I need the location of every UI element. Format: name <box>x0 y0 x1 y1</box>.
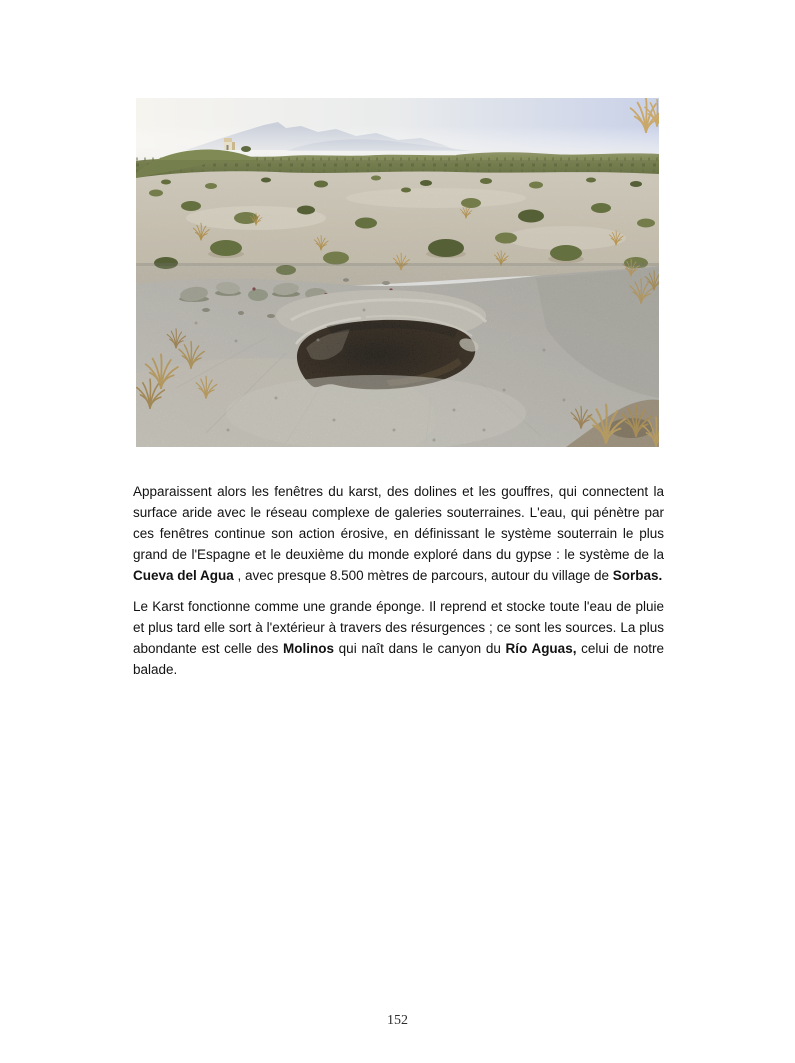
paragraph-karst-sponge <box>133 596 664 680</box>
texture-overlay <box>136 160 659 447</box>
body-text <box>133 481 664 690</box>
bold-molinos: Molinos <box>283 641 335 656</box>
paragraph-text: celui de notre balade. <box>133 641 664 677</box>
paragraph-text: qui naît dans le canyon du <box>334 641 506 656</box>
paragraph-text: Apparaissent alors les fenêtres du karst, des dolines et les gouffres, qui connectent la surface aride avec le réseau complexe de galeries souterraines. L'eau, qui pénètre par ces fenêtres continue son action érosive, en définissant le système souterrain le plus grand de l'Espagne et le deuxième du monde exploré dans du gypse : le système de la <box>133 484 664 562</box>
paragraph-text: Le Karst fonctionne comme une grande éponge. Il reprend et stocke toute l'eau de pluie et plus tard elle sort à l'extérieur à travers des résurgences ; ce sont les sources. La plus abondante est celle des <box>133 599 664 656</box>
bold-sorbas: Sorbas. <box>612 568 663 583</box>
bold-rio-aguas: Río Aguas, <box>505 641 577 656</box>
photo-svg <box>136 98 659 447</box>
page-number: 152 <box>387 1013 408 1028</box>
karst-landscape-photo <box>136 98 659 447</box>
bold-cueva-del-agua: Cueva del Agua <box>133 568 234 583</box>
paragraph-karst-windows <box>133 481 664 586</box>
paragraph-text: , avec presque 8.500 mètres de parcours, autour du village de <box>233 568 613 583</box>
